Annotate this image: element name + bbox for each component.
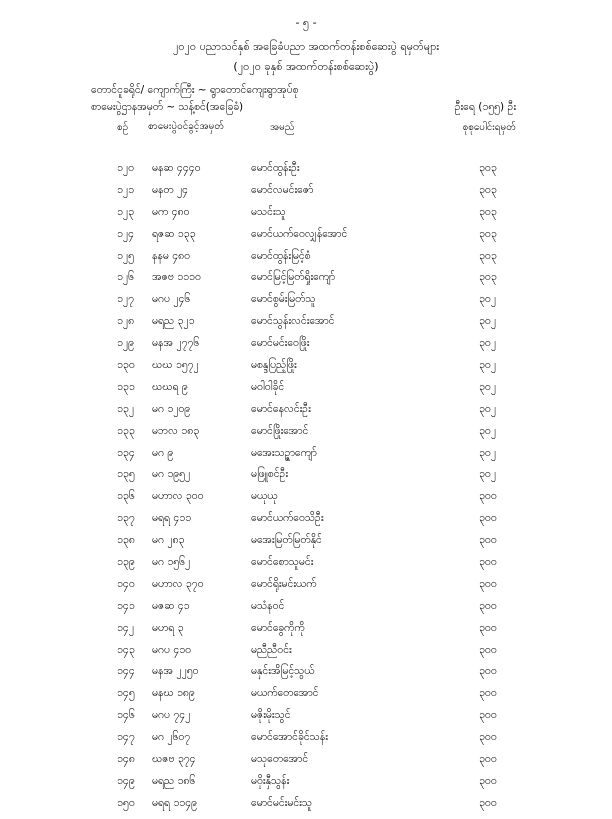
row-number: ၁၄၆ [117, 709, 135, 722]
roll-number: မရည ၁၈၆ [152, 774, 196, 787]
roll-number: မနအ ၂၇၇၆ [152, 337, 200, 350]
table-row [0, 381, 612, 403]
table-row [0, 337, 612, 359]
table-row [0, 644, 612, 666]
student-name: မောင်ယက်ဝေသိဦး [251, 512, 324, 525]
table-row [0, 512, 612, 534]
total-mark: ၃၀၃ [479, 183, 497, 196]
exam-center-row [0, 101, 612, 115]
exam-center: စာမေးပွဲဌာနအမှတ် ~ သန့်စင်(အခြေခံ) [91, 101, 244, 113]
table-row [0, 731, 612, 753]
roll-number: မဟရ ၃ [152, 621, 184, 634]
student-name: မောင်သွန်းလင်းအောင် [251, 315, 335, 328]
candidate-count: ဦးရေ (၁၅၅) ဦး [454, 101, 516, 113]
student-name: မဝါဝါခိုင် [251, 380, 285, 393]
total-mark: ၃၀၀ [479, 687, 497, 700]
row-number: ၁၄၉ [117, 774, 135, 787]
roll-number: မနတ ၂၄ [152, 183, 189, 196]
header-name: အမည် [270, 122, 295, 133]
student-name: မစန္ဒပြည့်ဖြိုး [251, 359, 297, 372]
document-subtitle: (၂၀၂၀ ခုနှစ် အထက်တန်းစစ်ဆေးပွဲ) [233, 60, 379, 73]
roll-number: မရရ ၁၁၄၉ [152, 796, 198, 809]
student-name: မောင်ခွေကိုကို [251, 621, 305, 634]
row-number: ၁၃၄ [117, 446, 135, 459]
roll-number: နနမ ၄၈၀ [152, 249, 191, 262]
row-number: ၁၃၃ [117, 424, 135, 437]
row-number: ၁၃၅ [117, 468, 135, 481]
student-name: မဇိုးမိုးသွင် [251, 709, 291, 722]
roll-number: မဂပ ၄၁၀ [152, 643, 192, 656]
table-row [0, 490, 612, 512]
total-mark: ၃၀၀ [479, 599, 497, 612]
roll-number: မဂပ ၇၄၂ [152, 709, 191, 722]
total-mark: ၃၀၀ [479, 796, 497, 809]
total-mark: ၃၀၀ [479, 534, 497, 547]
total-mark: ၃၀၀ [479, 774, 497, 787]
page-number: - ၅ - [295, 16, 317, 29]
row-number: ၁၄၄ [117, 665, 135, 678]
student-name: မောင်နေလင်းဦး [251, 402, 311, 415]
header-mark: စုစုပေါင်းရမှတ် [462, 122, 516, 133]
total-mark: ၃၀၃ [479, 205, 497, 218]
total-mark: ၃၀၀ [479, 621, 497, 634]
total-mark: ၃၀၂ [479, 468, 496, 481]
roll-number: မက ၄၈၀ [152, 205, 190, 218]
roll-number: မဂ ၁၅၆၂ [152, 556, 191, 569]
roll-number: မဇဆ ၄၁ [152, 599, 190, 612]
total-mark: ၃၀၀ [479, 665, 497, 678]
row-number: ၁၄၃ [117, 643, 135, 656]
student-name: မဝိုးနှီသွန်း [251, 774, 290, 787]
row-number: ၁၃၀ [117, 359, 135, 372]
student-name: မဖြူစင်ဦး [251, 468, 289, 481]
results-table [0, 162, 612, 819]
roll-number: ဃဃ ၁၅၇၂ [152, 359, 199, 372]
roll-number: ဃဃရ ၉ [152, 380, 188, 393]
row-number: ၁၂၃ [117, 205, 134, 218]
table-row [0, 425, 612, 447]
row-number: ၁၂၁ [117, 183, 134, 196]
document-title: ၂၀၂၀ ပညာသင်နှစ် အခြေခံပညာ အထက်တန်းစစ်ဆေးပွဲ ရမှတ်များ [172, 40, 440, 53]
roll-number: မရရ ၄၁၁ [152, 512, 192, 525]
table-row [0, 184, 612, 206]
table-row [0, 162, 612, 184]
student-name: မောင်ထွန်းမြင့်စံ [251, 249, 311, 262]
roll-number: မဘလ ၁၈၃ [152, 424, 200, 437]
row-number: ၁၄၈ [117, 753, 135, 766]
student-name: မယက်တေအောင် [251, 687, 319, 700]
table-row [0, 403, 612, 425]
total-mark: ၃၀၀ [479, 643, 497, 656]
table-row [0, 315, 612, 337]
student-name: မောင်မင်းမင်းသူ [251, 796, 312, 809]
roll-number: မဂ ၂၆၀၇ [152, 731, 191, 744]
total-mark: ၃၀၃ [479, 227, 497, 240]
row-number: ၁၄၁ [117, 599, 135, 612]
table-row [0, 753, 612, 775]
row-number: ၁၄၀ [117, 577, 135, 590]
row-number: ၁၂၉ [117, 337, 134, 350]
total-mark: ၃၀၃ [479, 249, 497, 262]
student-name: မောင်မြင့်မြတ်ရှိုးကျော် [251, 271, 336, 284]
table-row [0, 665, 612, 687]
roll-number: မနဆ ၄၄၄၀ [152, 162, 201, 174]
roll-number: ရဇဆ ၁၃၃ [152, 227, 196, 240]
student-name: မောင်ဖြိုးအောင် [251, 424, 309, 437]
row-number: ၁၂၆ [117, 271, 134, 284]
row-number: ၁၂၄ [117, 227, 134, 240]
roll-number: မဂ ၉ [152, 446, 174, 459]
row-number: ၁၂၈ [117, 315, 135, 328]
row-number: ၁၄၂ [117, 621, 134, 634]
student-name: မောင်မင်းဝေဖြိုး [251, 337, 310, 350]
total-mark: ၃၀၀ [479, 753, 497, 766]
table-row [0, 556, 612, 578]
student-name: မောင်ထွန်းဦး [251, 162, 300, 174]
table-row [0, 228, 612, 250]
roll-number: ဃဇဗ ၃၇၄ [152, 753, 196, 766]
row-number: ၁၃၈ [117, 534, 135, 547]
row-number: ၁၂၀ [117, 162, 134, 174]
student-name: မအေးသဉ္ဇာကျော် [251, 446, 317, 459]
total-mark: ၃၀၂ [479, 315, 496, 328]
row-number: ၁၃၂ [117, 402, 134, 415]
roll-number: မနဃ ၁၈၉ [152, 687, 195, 700]
total-mark: ၃၀၃ [479, 271, 497, 284]
table-row [0, 709, 612, 731]
total-mark: ၃၀၂ [479, 293, 496, 306]
row-number: ၁၃၆ [117, 490, 135, 503]
roll-number: မနအ ၂၂၅၀ [152, 665, 199, 678]
table-row [0, 622, 612, 644]
student-name: မသုတေအောင် [251, 753, 309, 766]
student-name: မောင်ရိုးမင်းယက် [251, 577, 317, 590]
total-mark: ၃၀၀ [479, 709, 497, 722]
roll-number: မဟာလ ၃၀၀ [152, 490, 204, 503]
table-row [0, 271, 612, 293]
row-number: ၁၃၉ [117, 556, 135, 569]
student-name: မောင်ယက်ဝေလျှန်အောင် [251, 227, 348, 240]
roll-number: မဟာလ ၃၇၀ [152, 577, 204, 590]
roll-number: အဇဗ ၁၁၁၀ [152, 271, 201, 284]
total-mark: ၃၀၂ [479, 424, 496, 437]
table-row [0, 797, 612, 819]
roll-number: မရည ၃၂၁ [152, 315, 195, 328]
row-number: ၁၂၅ [117, 249, 134, 262]
student-name: မယုယု [251, 490, 278, 503]
table-row [0, 293, 612, 315]
student-name: မောင်လမင်းဇော် [251, 183, 314, 196]
table-row [0, 468, 612, 490]
table-row [0, 534, 612, 556]
total-mark: ၃၀၂ [479, 337, 496, 350]
student-name: မနှင်းအိမြင့်သွယ် [251, 665, 315, 678]
total-mark: ၃၀၂ [479, 402, 496, 415]
student-name: မောင်အောင်ခိုင်သန်း [251, 731, 328, 744]
total-mark: ၃၀၂ [479, 359, 496, 372]
table-row [0, 600, 612, 622]
table-row [0, 250, 612, 272]
row-number: ၁၃၁ [117, 380, 135, 393]
total-mark: ၃၀၀ [479, 490, 497, 503]
row-number: ၁၃၇ [117, 512, 135, 525]
total-mark: ၃၀၂ [479, 446, 496, 459]
total-mark: ၃၀၀ [479, 512, 497, 525]
table-row [0, 359, 612, 381]
student-name: မသင်းသူ [251, 205, 286, 218]
table-header [0, 120, 612, 154]
total-mark: ၃၀၂ [479, 380, 496, 393]
total-mark: ၃၀၀ [479, 556, 497, 569]
total-mark: ၃၀၀ [479, 731, 497, 744]
header-no: စဉ် [117, 122, 129, 133]
header-roll: စာမေးပွဲဝင်ခွင့်အမှတ် [148, 121, 225, 132]
row-number: ၁၂၇ [117, 293, 134, 306]
student-name: မသံနဝင် [251, 599, 285, 612]
student-name: မအေးမြတ်မြတ်နိုင် [251, 534, 322, 547]
student-name: မောင်စွမ်းမြတ်သူ [251, 293, 316, 306]
row-number: ၁၄၅ [117, 687, 135, 700]
region-line: တောင်ငူခရိုင်/ ကျောက်ကြီး ~ ရွာတောင်ကျေးရွာအုပ်စု [91, 84, 299, 96]
roll-number: မဂ ၁၉၅၂ [152, 468, 191, 481]
student-name: မညီညီဝင်း [251, 643, 292, 656]
table-row [0, 447, 612, 469]
table-row [0, 775, 612, 797]
roll-number: မဂ ၁၂၀၉ [152, 402, 191, 415]
roll-number: မဂ ၂၈၃ [152, 534, 185, 547]
total-mark: ၃၀၀ [479, 577, 497, 590]
student-name: မောင်စောသူမင်း [251, 556, 314, 569]
roll-number: မဂပ ၂၄၆ [152, 293, 191, 306]
table-row [0, 206, 612, 228]
row-number: ၁၅၀ [117, 796, 135, 809]
row-number: ၁၄၇ [117, 731, 135, 744]
total-mark: ၃၀၃ [479, 162, 497, 174]
table-row [0, 687, 612, 709]
table-row [0, 578, 612, 600]
